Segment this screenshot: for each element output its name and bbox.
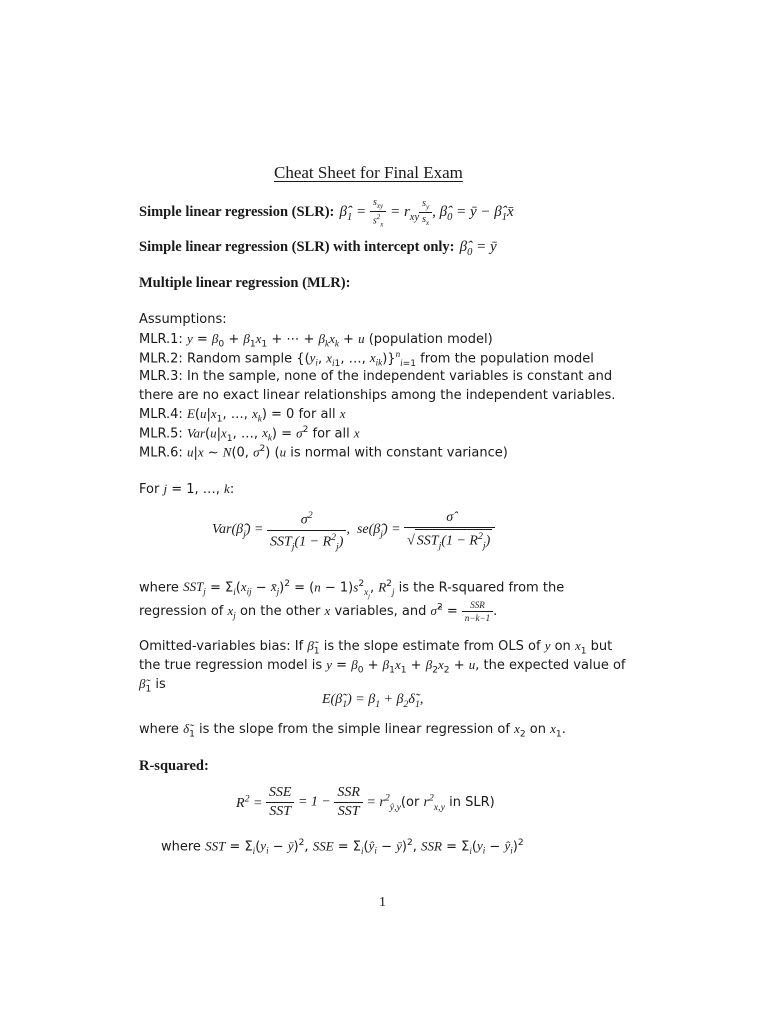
- slr-section: [139, 197, 514, 228]
- ovb-line3: $\betã_1$ is: [139, 676, 166, 695]
- slr-intercept-label: Simple linear regression (SLR) with intercept only:: [139, 239, 455, 255]
- slr-intercept-formula: $\betâ_0$ = ȳ: [459, 239, 497, 258]
- ovb-line4: where $\deltã_1$ is the slope from the simple linear regression of $x_2$ on $x_1$.: [139, 721, 566, 740]
- slr-label: Simple linear regression (SLR):: [139, 204, 335, 221]
- where-sst-line1: where $SST_j = \Sigma_i(x_{ij}$ − $x̄_j)^2 = (n - 1)s^2_{x_j}$, $R^2_j$ is the R-squared from the: [139, 579, 565, 600]
- assumption-mlr4: MLR.4: $E(u|x_1$, …, $x_k) = 0$ for all x: [139, 406, 346, 425]
- assumption-mlr1: MLR.1: $y = \beta_0 + \beta_1x_1$ + ⋯ + $\beta_kx_k + u$ (population model): [139, 331, 493, 350]
- slr-intercept-section: [139, 236, 497, 258]
- assumption-mlr6: MLR.6: u|x ∼ N(0, $\sigma^2$) (u is normal with constant variance): [139, 444, 508, 461]
- page-number: 1: [379, 895, 386, 910]
- rsquared-where: where SST = $\Sigma_i(y_i$ − ȳ)$^2$, SSE = $\Sigma_i(ŷ_i$ − ȳ)$^2$, SSR = $\Sigma_i(y_i$ − $ŷ_i)^2$: [161, 838, 524, 856]
- where-sst-line2: regression of $x_j$ on the other x variables, and σ̂$^2$ = $\frac{\text{SSR}}{n-k-1}$ .: [139, 600, 498, 623]
- ovb-line1: Omitted-variables bias: If $\betã_1$ is the slope estimate from OLS of y on $x_1$ but: [139, 638, 613, 657]
- page-title: Cheat Sheet for Final Exam: [274, 163, 463, 182]
- rsquared-heading: R-squared:: [139, 758, 209, 774]
- assumption-mlr2: MLR.2: Random sample {($y_i$, $x_{i1}$, …, $x_{ik})\}^n_{i=1}$ from the population model: [139, 349, 594, 369]
- slr-formula: $\betâ_1$ = $\frac{s_{xy}}{s^2_x}$ = $r_{xy}$ $\frac{s_y}{s_x}$ , $\betâ_0$ = ȳ − $\betâ_1x̄$: [339, 197, 514, 229]
- assumptions-label: Assumptions:: [139, 312, 227, 327]
- for-j-line: For j = 1, …, k:: [139, 481, 235, 497]
- assumption-mlr5: MLR.5: $Var(u|x_1$, …, $x_k) = \sigma^2$ for all x: [139, 425, 360, 444]
- ovb-formula: $E(\betã_1) = \beta_1$ + $\beta_2\deltã_1$,: [322, 692, 424, 710]
- mlr-heading: Multiple linear regression (MLR):: [139, 275, 351, 291]
- assumption-mlr3-line1: MLR.3: In the sample, none of the independent variables is constant and: [139, 369, 613, 384]
- rsquared-formula: $R^2$ = $\frac{\text{SSE}}{\text{SST}}$ = 1 − $\frac{\text{SSR}}{\text{SST}}$ = $r^2_{ŷ,y}(or$ $r^2_{x,y}$ in SLR): [236, 785, 495, 819]
- ovb-line2: the true regression model is $y = \beta_0 + \beta_1x_1 + \beta_2x_2 + u$, the expected value of: [139, 657, 626, 676]
- assumption-mlr3-line2: there are no exact linear relationships among the independent variables.: [139, 388, 616, 403]
- variance-formula: $Var(\betâ_j)$ = $\frac{\sigma^2}{SST_j(1 - R^2_j)}$ , $se(\betâ_j)$ = $\frac{\sigmâ}{√ SST_j(1 - R^2_j)}$: [212, 510, 495, 552]
